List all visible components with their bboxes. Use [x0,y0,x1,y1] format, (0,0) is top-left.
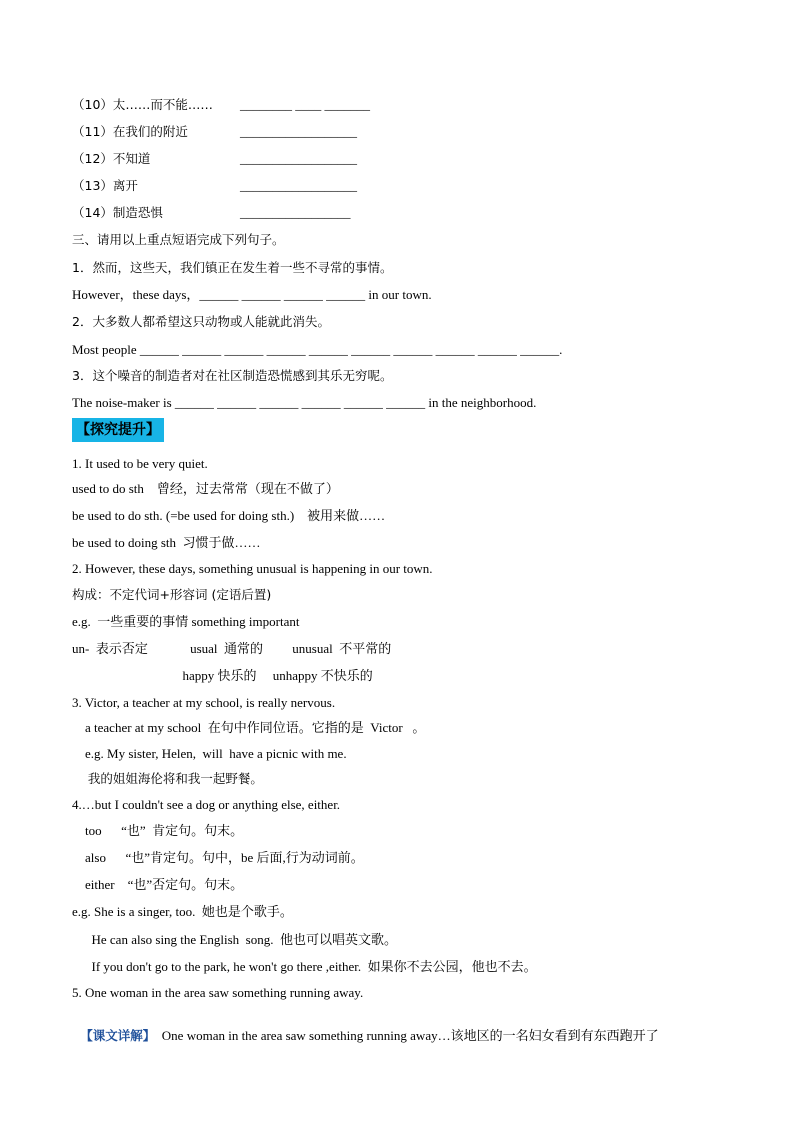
explore-line: e.g. My sister, Helen, will have a picnic with me. [72,746,347,761]
text-detail-tag: 【课文详解】 [80,1028,156,1043]
phrase-12-blank[interactable]: __________________ [240,151,357,166]
explore-line: 5. One woman in the area saw something running away. [72,985,364,1000]
explore-line: also “也”肯定句。句中，be 后面,行为动词前。 [72,850,364,865]
explore-line: He can also sing the English song. 他也可以唱英文歌。 [72,932,397,947]
explore-line: too “也” 肯定句。句末。 [72,823,244,838]
explore-line: un- 表示否定 usual 通常的 unusual 不平常的 [72,641,392,656]
sentence1-en[interactable]: However，these days，______ ______ ______ ______ in our town. [72,287,432,302]
explore-line: either “也”否定句。句末。 [72,877,244,892]
text-detail-text: One woman in the area saw something running away…该地区的一名妇女看到有东西跑开了 [155,1028,659,1043]
phrase-10-label: （10）太……而不能…… [72,97,213,112]
explore-line: 4.…but I couldn't see a dog or anything else, either. [72,797,341,812]
phrase-14-label: （14）制造恐惧 [72,205,163,220]
explore-line: happy 快乐的 unhappy 不快乐的 [72,668,373,683]
phrase-11-blank[interactable]: __________________ [240,124,357,139]
phrase-13-label: （13）离开 [72,178,138,193]
section3-title: 三、请用以上重点短语完成下列句子。 [72,232,285,247]
sentence2-en[interactable]: Most people ______ ______ ______ ______ ______ ______ ______ ______ ______ ______. [72,342,563,357]
explore-line: If you don't go to the park, he won't go there ,either. 如果你不去公园，他也不去。 [72,959,537,974]
explore-line: e.g. 一些重要的事情 something important [72,614,300,629]
sentence1-cn: 1．然而，这些天，我们镇正在发生着一些不寻常的事情。 [72,260,393,275]
phrase-10-blank[interactable]: ________ ____ _______ [240,97,370,112]
explore-line: be used to doing sth 习惯于做…… [72,535,261,550]
phrase-11-label: （11）在我们的附近 [72,124,188,139]
explore-line: a teacher at my school 在句中作同位语。它指的是 Victor 。 [72,720,426,735]
phrase-14-blank[interactable]: _________________ [240,205,351,220]
explore-line: 构成：不定代词+形容词 (定语后置) [72,587,272,602]
explore-line: e.g. She is a singer, too. 她也是个歌手。 [72,904,293,919]
sentence2-cn: 2．大多数人都希望这只动物或人能就此消失。 [72,314,330,329]
explore-line: 1. It used to be very quiet. [72,456,208,471]
phrase-13-blank[interactable]: __________________ [240,178,357,193]
explore-line: 我的姐姐海伦将和我一起野餐。 [72,771,263,786]
explore-heading: 【探究提升】 [72,418,164,442]
explore-line: used to do sth 曾经，过去常常（现在不做了） [72,481,339,496]
explore-line: 2. However, these days, something unusual is happening in our town. [72,561,433,576]
explore-line: 3. Victor, a teacher at my school, is really nervous. [72,695,336,710]
phrase-12-label: （12）不知道 [72,151,151,166]
sentence3-en[interactable]: The noise-maker is ______ ______ ______ ______ ______ ______ in the neighborhood. [72,395,537,410]
sentence3-cn: 3．这个噪音的制造者对在社区制造恐慌感到其乐无穷呢。 [72,368,393,383]
explore-line: be used to do sth. (=be used for doing sth.) 被用来做…… [72,508,386,523]
text-detail-row [72,1009,659,1046]
